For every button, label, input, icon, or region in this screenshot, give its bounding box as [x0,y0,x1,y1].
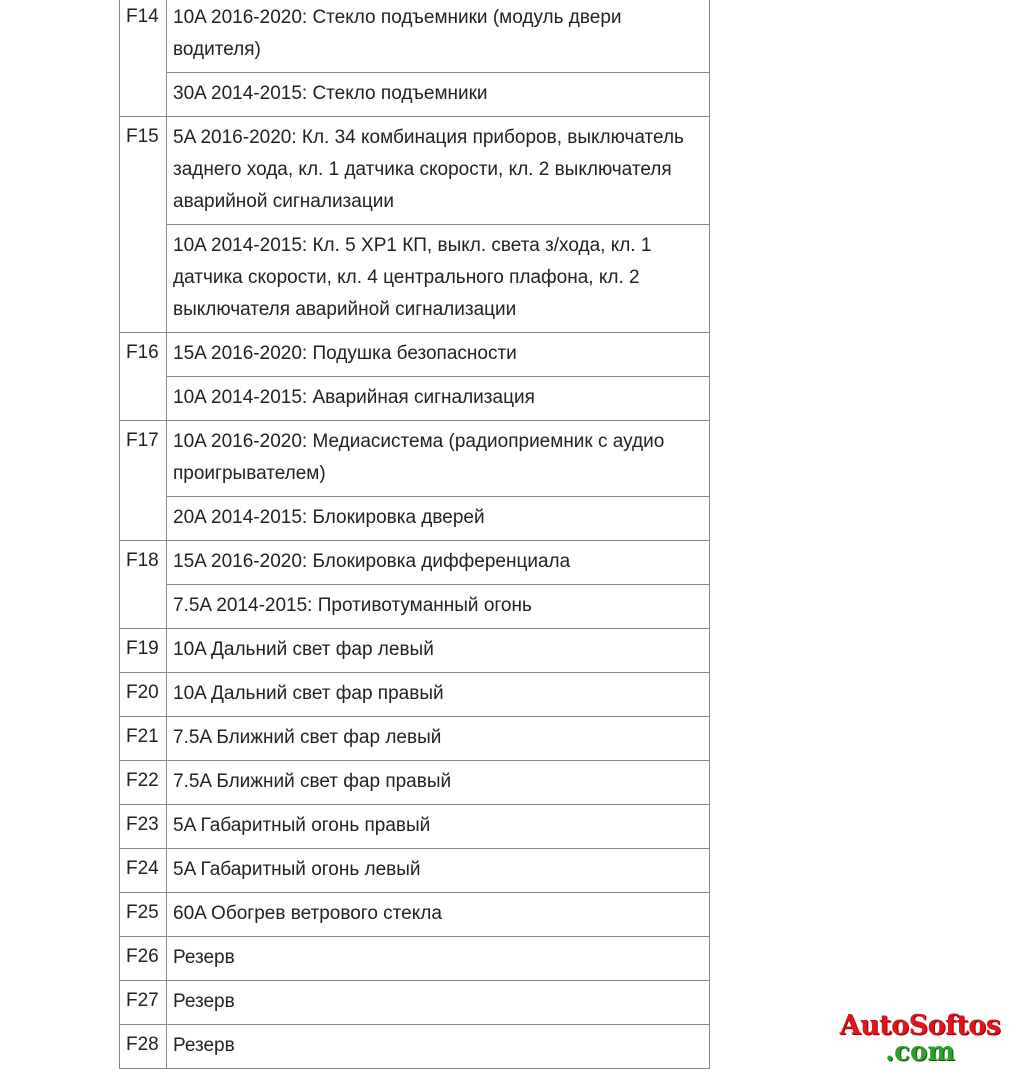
fuse-description-cell: Резерв [167,937,710,981]
fuse-id-cell: F16 [120,333,167,421]
fuse-description-cell: 10A 2016-2020: Медиасистема (радиоприемник с аудио проигрывателем) [167,421,710,497]
table-row [120,377,710,421]
fuse-description-cell: 10A 2016-2020: Стекло подъемники (модуль двери водителя) [167,0,710,73]
fuse-id-cell: F14 [120,0,167,117]
fuse-description-cell: 5A 2016-2020: Кл. 34 комбинация приборов, выключатель заднего хода, кл. 1 датчика скорости, кл. 2 выключателя аварийной сигнализации [167,117,710,225]
table-row [120,937,710,981]
fuse-description-cell: 5A Габаритный огонь правый [167,805,710,849]
table-row [120,117,710,225]
fuse-description-cell: Резерв [167,981,710,1025]
fuse-description-cell: 10A Дальний свет фар правый [167,673,710,717]
fuse-description-cell: 10A Дальний свет фар левый [167,629,710,673]
watermark-name: AutoSoftos [839,1010,1001,1041]
fuse-id-cell: F17 [120,421,167,541]
fuse-id-cell: F20 [120,673,167,717]
table-row [120,225,710,333]
fuse-description-cell: 10A 2014-2015: Аварийная сигнализация [167,377,710,421]
table-row [120,333,710,377]
fuse-table-body [120,0,710,1069]
table-row [120,497,710,541]
fuse-id-cell: F23 [120,805,167,849]
fuse-description-cell: 7.5A 2014-2015: Противотуманный огонь [167,585,710,629]
fuse-id-cell: F22 [120,761,167,805]
fuse-id-cell: F21 [120,717,167,761]
fuse-description-cell: 30A 2014-2015: Стекло подъемники [167,73,710,117]
fuse-description-cell: 7.5A Ближний свет фар правый [167,761,710,805]
table-row [120,717,710,761]
fuse-id-cell: F25 [120,893,167,937]
table-row [120,805,710,849]
fuse-id-cell: F26 [120,937,167,981]
table-row [120,1025,710,1069]
table-row [120,73,710,117]
fuse-description-cell: Резерв [167,1025,710,1069]
fuse-description-cell: 10A 2014-2015: Кл. 5 XP1 КП, выкл. света з/хода, кл. 1 датчика скорости, кл. 4 центрального плафона, кл. 2 выключателя аварийной сигнализации [167,225,710,333]
fuse-id-cell: F19 [120,629,167,673]
fuse-description-cell: 20A 2014-2015: Блокировка дверей [167,497,710,541]
fuse-table [119,0,710,1069]
table-row [120,541,710,585]
fuse-id-cell: F27 [120,981,167,1025]
table-row [120,673,710,717]
fuse-id-cell: F18 [120,541,167,629]
fuse-description-cell: 60A Обогрев ветрового стекла [167,893,710,937]
table-row [120,761,710,805]
watermark-domain: .com [885,1037,955,1067]
table-row [120,981,710,1025]
fuse-description-cell: 5A Габаритный огонь левый [167,849,710,893]
fuse-id-cell: F24 [120,849,167,893]
table-row [120,421,710,497]
fuse-description-cell: 7.5A Ближний свет фар левый [167,717,710,761]
table-row [120,893,710,937]
fuse-id-cell: F28 [120,1025,167,1069]
fuse-id-cell: F15 [120,117,167,333]
table-row [120,629,710,673]
table-row [120,0,710,73]
watermark-logo [826,1012,1014,1065]
table-row [120,849,710,893]
fuse-description-cell: 15A 2016-2020: Подушка безопасности [167,333,710,377]
table-row [120,585,710,629]
fuse-description-cell: 15A 2016-2020: Блокировка дифференциала [167,541,710,585]
